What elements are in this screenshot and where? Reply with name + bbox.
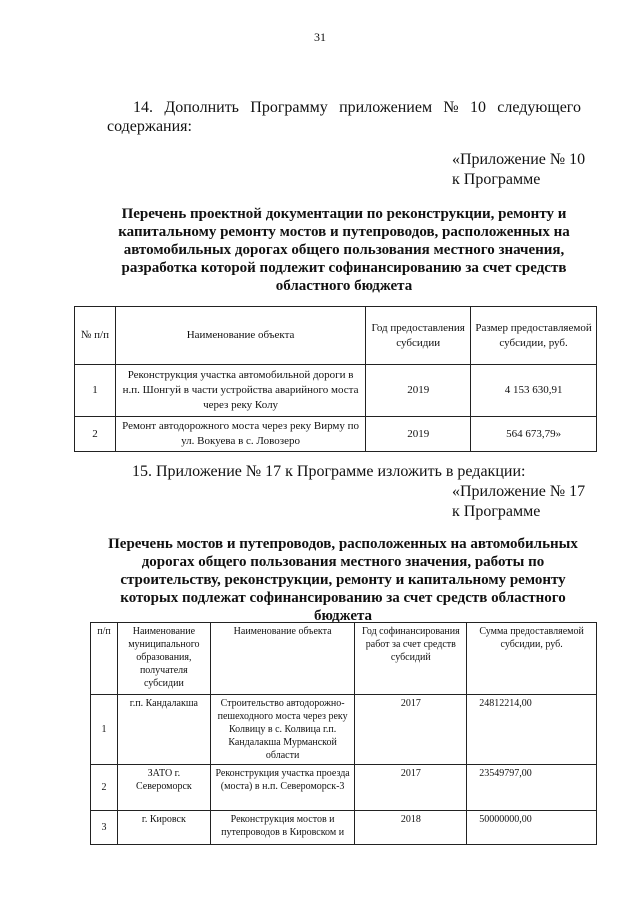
header-cell: Наименование объекта bbox=[210, 623, 355, 695]
title-bridges-list: Перечень мостов и путепроводов, расположенных на автомобильных дорогах общего пользования местного значения, работы по строительству, реконструкции, ремонту и капитальному ремонту которых подлежат софинансированию за счет средств областного бюджета bbox=[108, 536, 578, 624]
header-cell: Год предоставления субсидии bbox=[366, 307, 471, 365]
row-number: 2 bbox=[75, 417, 116, 452]
cofinancing-year: 2017 bbox=[355, 765, 467, 811]
table-row bbox=[75, 365, 597, 417]
object-name: Строительство автодорожно-пешеходного моста через реку Колвицу в с. Колвица г.п. Кандалакша Мурманской области bbox=[210, 695, 355, 765]
table-project-documentation bbox=[74, 306, 597, 452]
subsidy-amount: 23549797,00 bbox=[467, 765, 597, 811]
item-14-word: 10 bbox=[469, 99, 486, 116]
object-name: Реконструкция мостов и путепроводов в Кировском и bbox=[210, 811, 355, 845]
subsidy-year: 2019 bbox=[366, 417, 471, 452]
item-14-word: приложением bbox=[339, 99, 433, 116]
item-15-paragraph: 15. Приложение № 17 к Программе изложить в редакции: bbox=[132, 463, 526, 480]
item-14-line-2: содержания: bbox=[107, 118, 192, 135]
subsidy-amount: 4 153 630,91 bbox=[471, 365, 597, 417]
appendix-17-reference bbox=[452, 482, 585, 522]
subsidy-amount: 564 673,79» bbox=[471, 417, 597, 452]
row-number: 3 bbox=[91, 811, 118, 845]
row-number: 2 bbox=[91, 765, 118, 811]
subsidy-amount: 24812214,00 bbox=[467, 695, 597, 765]
appendix-10-reference bbox=[452, 150, 585, 190]
item-14-word: Программу bbox=[250, 99, 328, 116]
appendix-17-line-1: «Приложение № 17 bbox=[452, 483, 586, 500]
municipality-name: г. Кировск bbox=[117, 811, 210, 845]
item-14-paragraph bbox=[107, 98, 581, 136]
object-name: Реконструкция участка автомобильной дороги в н.п. Шонгуй в части устройства аварийного моста через реку Колу bbox=[115, 365, 365, 417]
table-row bbox=[75, 417, 597, 452]
header-cell: Наименование муниципального образования, получателя субсидии bbox=[117, 623, 210, 695]
row-number: 1 bbox=[91, 695, 118, 765]
item-14-word: 14. bbox=[133, 99, 153, 116]
item-14-line-1 bbox=[107, 98, 581, 117]
table-header-row bbox=[91, 623, 597, 695]
item-14-word: № bbox=[443, 99, 459, 116]
table-row bbox=[91, 811, 597, 845]
appendix-17-line-2: к Программе bbox=[452, 503, 541, 520]
appendix-10-line-2: к Программе bbox=[452, 171, 541, 188]
row-number: 1 bbox=[75, 365, 116, 417]
subsidy-amount: 50000000,00 bbox=[467, 811, 597, 845]
header-cell: п/п bbox=[91, 623, 118, 695]
municipality-name: г.п. Кандалакша bbox=[117, 695, 210, 765]
item-14-word: Дополнить bbox=[164, 99, 239, 116]
header-cell: Наименование объекта bbox=[115, 307, 365, 365]
page-number: 31 bbox=[314, 30, 326, 44]
item-14-word: следующего bbox=[497, 99, 581, 116]
header-cell: Размер предоставляемой субсидии, руб. bbox=[471, 307, 597, 365]
appendix-10-line-1: «Приложение № 10 bbox=[452, 151, 586, 168]
header-cell: Год софинансирования работ за счет средств субсидий bbox=[355, 623, 467, 695]
table-header-row bbox=[75, 307, 597, 365]
table-row bbox=[91, 765, 597, 811]
cofinancing-year: 2017 bbox=[355, 695, 467, 765]
subsidy-year: 2019 bbox=[366, 365, 471, 417]
table-row bbox=[91, 695, 597, 765]
title-project-documentation: Перечень проектной документации по реконструкции, ремонту и капитальному ремонту мостов и путепроводов, расположенных на автомобильных дорогах общего пользования местного значения, разработка которой подлежит софинансированию за счет средств областного бюджета bbox=[118, 206, 570, 294]
cofinancing-year: 2018 bbox=[355, 811, 467, 845]
header-cell: Сумма предоставляемой субсидии, руб. bbox=[467, 623, 597, 695]
object-name: Ремонт автодорожного моста через реку Вирму по ул. Вокуева в с. Ловозеро bbox=[115, 417, 365, 452]
table-bridges bbox=[90, 622, 597, 845]
object-name: Реконструкция участка проезда (моста) в н.п. Североморск-3 bbox=[210, 765, 355, 811]
municipality-name: ЗАТО г. Североморск bbox=[117, 765, 210, 811]
header-cell: № п/п bbox=[75, 307, 116, 365]
